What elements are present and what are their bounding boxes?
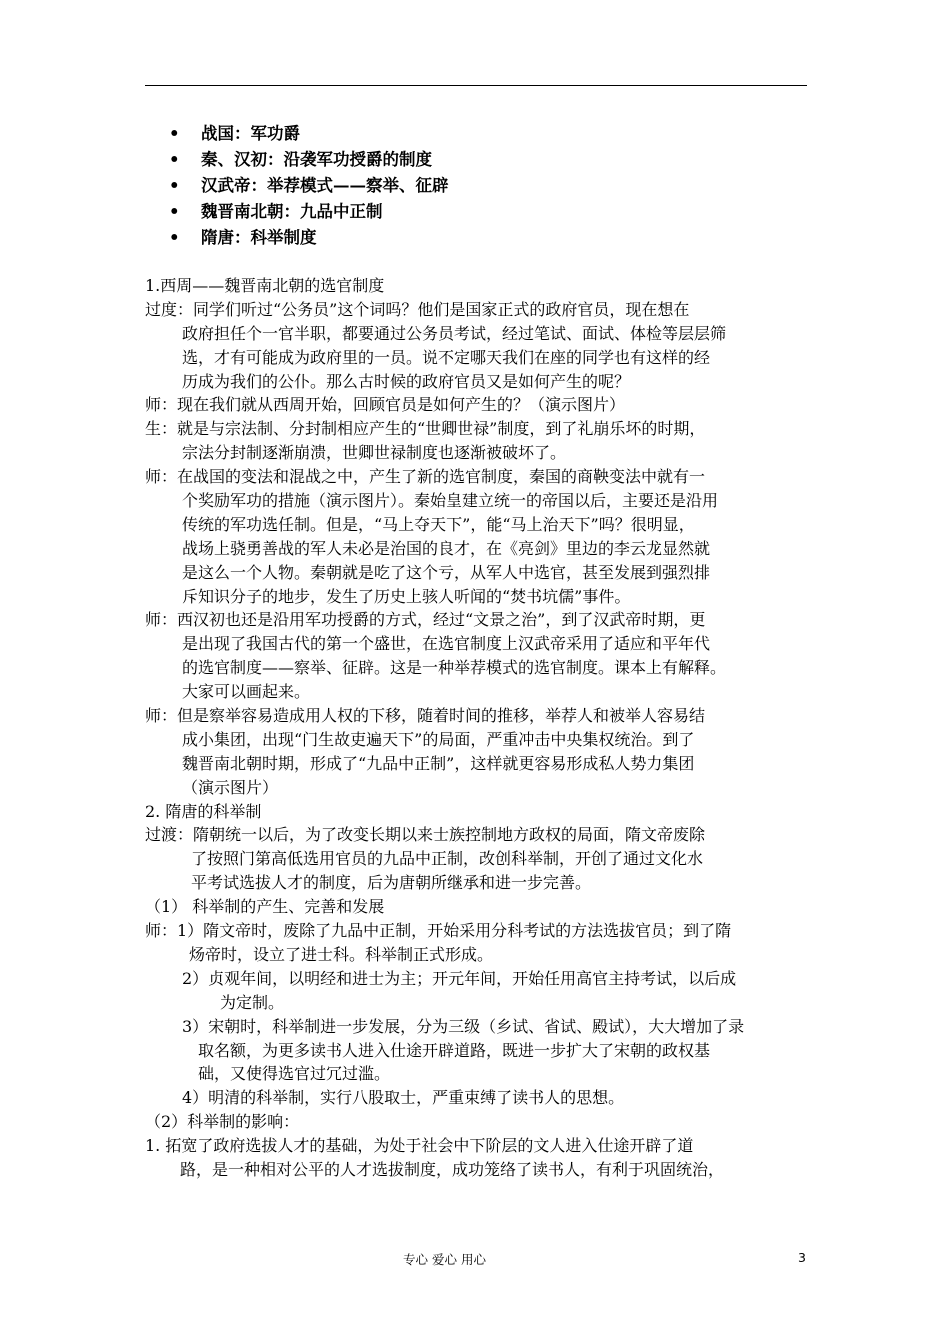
paragraph-line: 宗法分封制逐渐崩溃，世卿世禄制度也逐渐被破坏了。 [182,443,567,463]
subsection-heading: （2）科举制的影响： [145,1112,300,1132]
summary-bullet-list [163,121,449,251]
bullet-text: 汉武帝：举荐模式——察举、征辟 [201,176,449,195]
paragraph-line: 过渡：隋朝统一以后，为了改变长期以来士族控制地方政权的局面，隋文帝废除 [145,825,706,845]
paragraph-line: 了按照门第高低选用官员的九品中正制，改创科举制，开创了通过文化水 [191,849,704,869]
footer-motto: 专心 爱心 用心 [403,1252,486,1267]
bullet-text: 魏晋南北朝：九品中正制 [201,202,383,221]
paragraph-line: 成小集团，出现“门生故吏遍天下”的局面，严重冲击中央集权统治。到了 [182,729,695,749]
paragraph-line: （演示图片） [182,777,279,797]
bullet-icon: • [169,228,180,247]
paragraph-line: 2）贞观年间，以明经和进士为主；开元年间，开始任用高官主持考试，以后成 [182,968,737,988]
body-text [145,274,810,1182]
paragraph-line: 个奖励军功的措施（演示图片）。秦始皇建立统一的帝国以后，主要还是沿用 [182,491,719,511]
paragraph-line: 4）明清的科举制，实行八股取士，严重束缚了读书人的思想。 [182,1088,625,1108]
bullet-icon: • [169,176,180,195]
paragraph-line: 础，又使得选官过冗过滥。 [198,1064,391,1084]
bullet-text: 隋唐：科举制度 [201,228,317,247]
paragraph-line: 师：现在我们就从西周开始，回顾官员是如何产生的？（演示图片） [145,395,626,415]
bullet-text: 秦、汉初：沿袭军功授爵的制度 [201,150,432,169]
paragraph-line: 3）宋朝时，科举制进一步发展，分为三级（乡试、省试、殿试），大大增加了录 [182,1016,745,1036]
paragraph-line: 炀帝时，设立了进士科。科举制正式形成。 [189,944,494,964]
paragraph-line: 选，才有可能成为政府里的一员。说不定哪天我们在座的同学也有这样的经 [182,347,711,367]
paragraph-line: 传统的军功选任制。但是，“马上夺天下”，能“马上治天下”吗？很明显， [182,514,695,534]
paragraph-line: 师：西汉初也还是沿用军功授爵的方式，经过“文景之治”，到了汉武帝时期，更 [145,610,706,630]
paragraph-line: 师：在战国的变法和混战之中，产生了新的选官制度，秦国的商鞅变法中就有一 [145,467,706,487]
bullet-item [163,225,449,251]
paragraph-line: 过度：同学们听过“公务员”这个词吗？他们是国家正式的政府官员，现在想在 [145,299,690,319]
paragraph-line: 历成为我们的公仆。那么古时候的政府官员又是如何产生的呢？ [182,371,631,391]
bullet-item [163,121,449,147]
paragraph-line: 师：但是察举容易造成用人权的下移，随着时间的推移，举荐人和被举人容易结 [145,706,706,726]
bullet-item [163,173,449,199]
bullet-icon: • [169,124,180,143]
section-heading: 1.西周——魏晋南北朝的选官制度 [145,276,385,295]
paragraph-line: 战场上骁勇善战的军人未必是治国的良才，在《亮剑》里边的李云龙显然就 [182,538,711,558]
bullet-icon: • [169,150,180,169]
paragraph-line: 生：就是与宗法制、分封制相应产生的“世卿世禄”制度，到了礼崩乐坏的时期， [145,419,706,439]
header-rule [145,85,807,86]
subsection-heading: （1） 科举制的产生、完善和发展 [145,897,385,917]
paragraph-line: 师：1）隋文帝时，废除了九品中正制，开始采用分科考试的方法选拔官员；到了隋 [145,921,732,941]
paragraph-line: 取名额，为更多读书人进入仕途开辟道路，既进一步扩大了宋朝的政权基 [198,1040,711,1060]
bullet-item [163,199,449,225]
paragraph-line: 大家可以画起来。 [182,682,311,702]
paragraph-line: 1. 拓宽了政府选拔人才的基础，为处于社会中下阶层的文人进入仕途开辟了道 [145,1136,694,1156]
bullet-icon: • [169,202,180,221]
page-number: 3 [798,1250,806,1265]
section-heading: 2. 隋唐的科举制 [145,801,262,821]
bullet-text: 战国：军功爵 [201,124,300,143]
bullet-item [163,147,449,173]
paragraph-line: 路，是一种相对公平的人才选拔制度，成功笼络了读书人，有利于巩固统治， [180,1159,725,1179]
paragraph-line: 为定制。 [220,992,285,1012]
paragraph-line: 的选官制度——察举、征辟。这是一种举荐模式的选官制度。课本上有解释。 [182,658,727,678]
paragraph-line: 是这么一个人物。秦朝就是吃了这个亏，从军人中选官，甚至发展到强烈排 [182,562,711,582]
paragraph-line: 平考试选拔人才的制度，后为唐朝所继承和进一步完善。 [191,873,592,893]
paragraph-line: 政府担任个一官半职，都要通过公务员考试，经过笔试、面试、体检等层层筛 [182,323,727,343]
paragraph-line: 斥知识分子的地步，发生了历史上骇人听闻的“焚书坑儒”事件。 [182,586,631,606]
paragraph-line: 魏晋南北朝时期，形成了“九品中正制”，这样就更容易形成私人势力集团 [182,753,695,773]
paragraph-line: 是出现了我国古代的第一个盛世，在选官制度上汉武帝采用了适应和平年代 [182,634,711,654]
